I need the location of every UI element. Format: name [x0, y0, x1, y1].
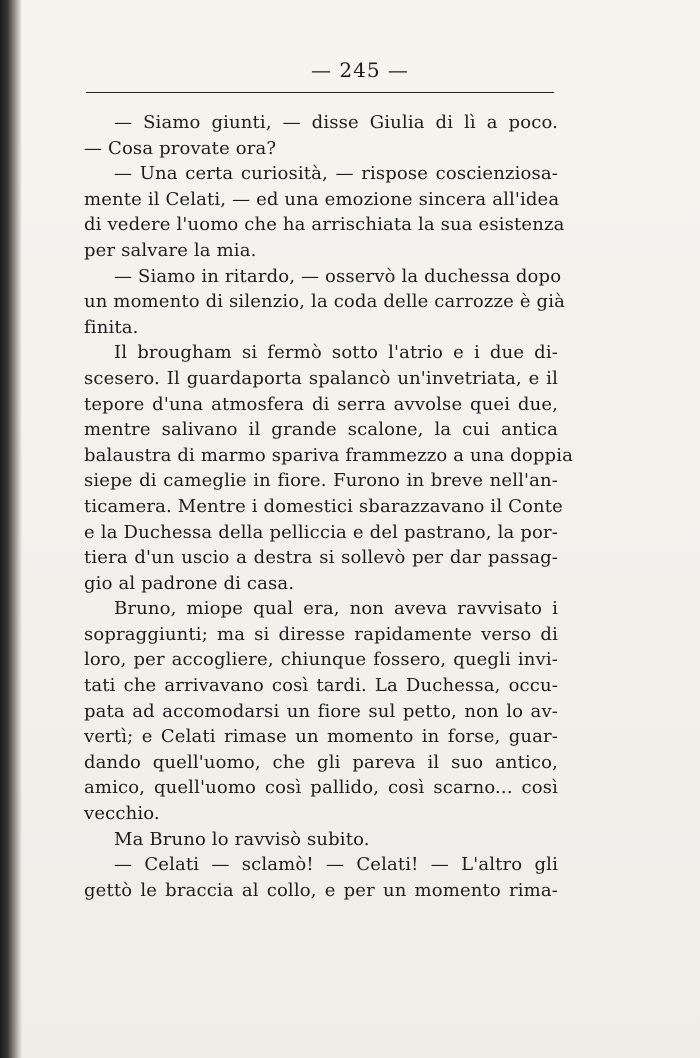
text-line: ticamera. Mentre i domestici sbarazzavano il Conte [84, 495, 563, 517]
text-line: pata ad accomodarsi un fiore sul petto, non lo av- [84, 700, 558, 722]
text-line: un momento di silenzio, la coda delle carrozze è già [84, 291, 565, 313]
text-line: amico, quell'uomo così pallido, così scarno... così [84, 777, 558, 799]
text-line: balaustra di marmo spariva frammezzo a una doppia [84, 444, 574, 466]
text-line: Ma Bruno lo ravvisò subito. [114, 828, 370, 850]
text-line: finita. [84, 316, 139, 338]
text-line: di vedere l'uomo che ha arrischiata la sua esistenza [84, 214, 565, 236]
text-line: — Una certa curiosità, — rispose coscienziosa- [114, 163, 558, 185]
text-line: — Cosa provate ora? [84, 137, 277, 159]
page-binding-edge [0, 0, 22, 1058]
text-line: tati che arrivavano così tardi. La Duchessa, occu- [84, 675, 558, 697]
text-line: e la Duchessa della pelliccia e del pastrano, la por- [84, 521, 558, 543]
text-line: siepe di cameglie in fiore. Furono in breve nell'an- [84, 470, 558, 492]
text-line: Bruno, miope qual era, non aveva ravvisato i [114, 598, 558, 620]
text-line: sopraggiunti; ma si diresse rapidamente verso di [84, 623, 558, 645]
header-rule [86, 92, 554, 93]
text-line: — Siamo in ritardo, — osservò la duchessa dopo [114, 265, 562, 287]
page-number: — 245 — [311, 58, 409, 82]
text-line: vertì; e Celati rimase un momento in forse, guar- [84, 726, 558, 748]
text-line: mentre salivano il grande scalone, la cui antica [84, 419, 558, 441]
text-line: mente il Celati, — ed una emozione sincera all'idea [84, 188, 560, 210]
text-line: vecchio. [84, 803, 160, 825]
body-text [84, 110, 574, 903]
text-line: dando quell'uomo, che gli pareva il suo antico, [84, 751, 558, 773]
text-line: tepore d'una atmosfera di serra avvolse quei due, [84, 393, 558, 415]
text-line: gio al padrone di casa. [84, 572, 295, 594]
text-line: scesero. Il guardaporta spalancò un'invetriata, e il [84, 367, 558, 389]
text-line: loro, per accogliere, chiunque fossero, quegli invi- [84, 649, 558, 671]
text-line: — Siamo giunti, — disse Giulia di lì a poco. [114, 112, 558, 133]
text-line: tiera d'un uscio a destra si sollevò per dar passag- [84, 547, 558, 569]
text-line: — Celati — sclamò! — Celati! — L'altro gli [114, 854, 558, 876]
text-line: per salvare la mia. [84, 239, 257, 261]
text-line: gettò le braccia al collo, e per un momento rima- [84, 879, 558, 901]
text-line: Il brougham si fermò sotto l'atrio e i due di- [114, 342, 558, 364]
